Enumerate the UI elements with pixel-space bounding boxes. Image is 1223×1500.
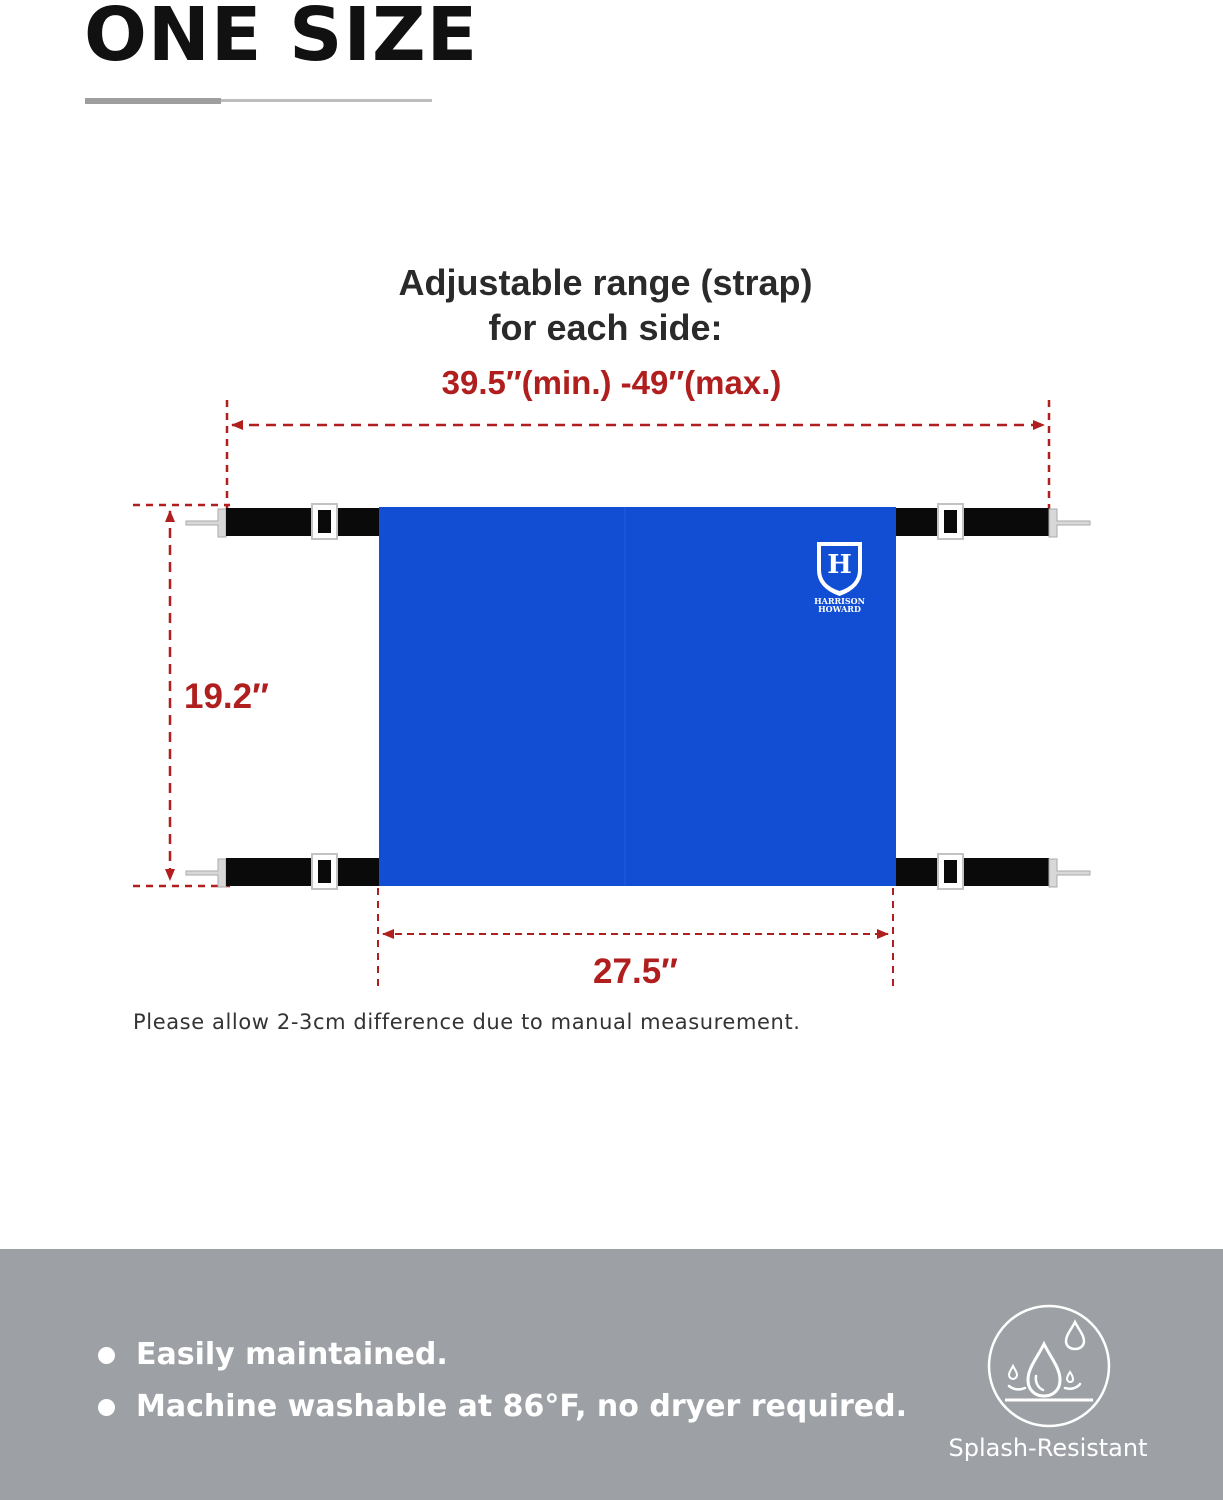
logo-wordmark-line2: HOWARD <box>818 604 861 614</box>
feature-item-easily-maintained: Easily maintained. <box>96 1331 907 1383</box>
height-label: 19.2″ <box>184 677 269 716</box>
width-label: 27.5″ <box>593 952 678 991</box>
strap-top-left <box>186 504 380 539</box>
splash-resistant-label: Splash-Resistant <box>948 1434 1148 1462</box>
strap-top-right <box>895 504 1090 539</box>
page-title: ONE SIZE <box>84 0 479 78</box>
feature-item-machine-washable: Machine washable at 86°F, no dryer required. <box>96 1383 907 1435</box>
strap-bottom-left <box>186 854 380 889</box>
water-drops-icon <box>987 1304 1111 1428</box>
strap-range-dimension <box>227 400 1049 510</box>
logo-wordmark-line1: HARRISON <box>814 596 865 606</box>
diagram-heading-line1: Adjustable range (strap) <box>398 262 813 303</box>
diagram-heading-line2: for each side: <box>488 307 723 348</box>
measurement-note: Please allow 2-3cm difference due to manual measurement. <box>133 1010 801 1034</box>
logo-letter: H <box>827 550 852 580</box>
strap-range-label: 39.5″(min.) -49″(max.) <box>441 364 782 401</box>
harrison-howard-shield-logo <box>814 542 865 614</box>
feature-list <box>96 1331 907 1435</box>
strap-bottom-right <box>895 854 1090 889</box>
